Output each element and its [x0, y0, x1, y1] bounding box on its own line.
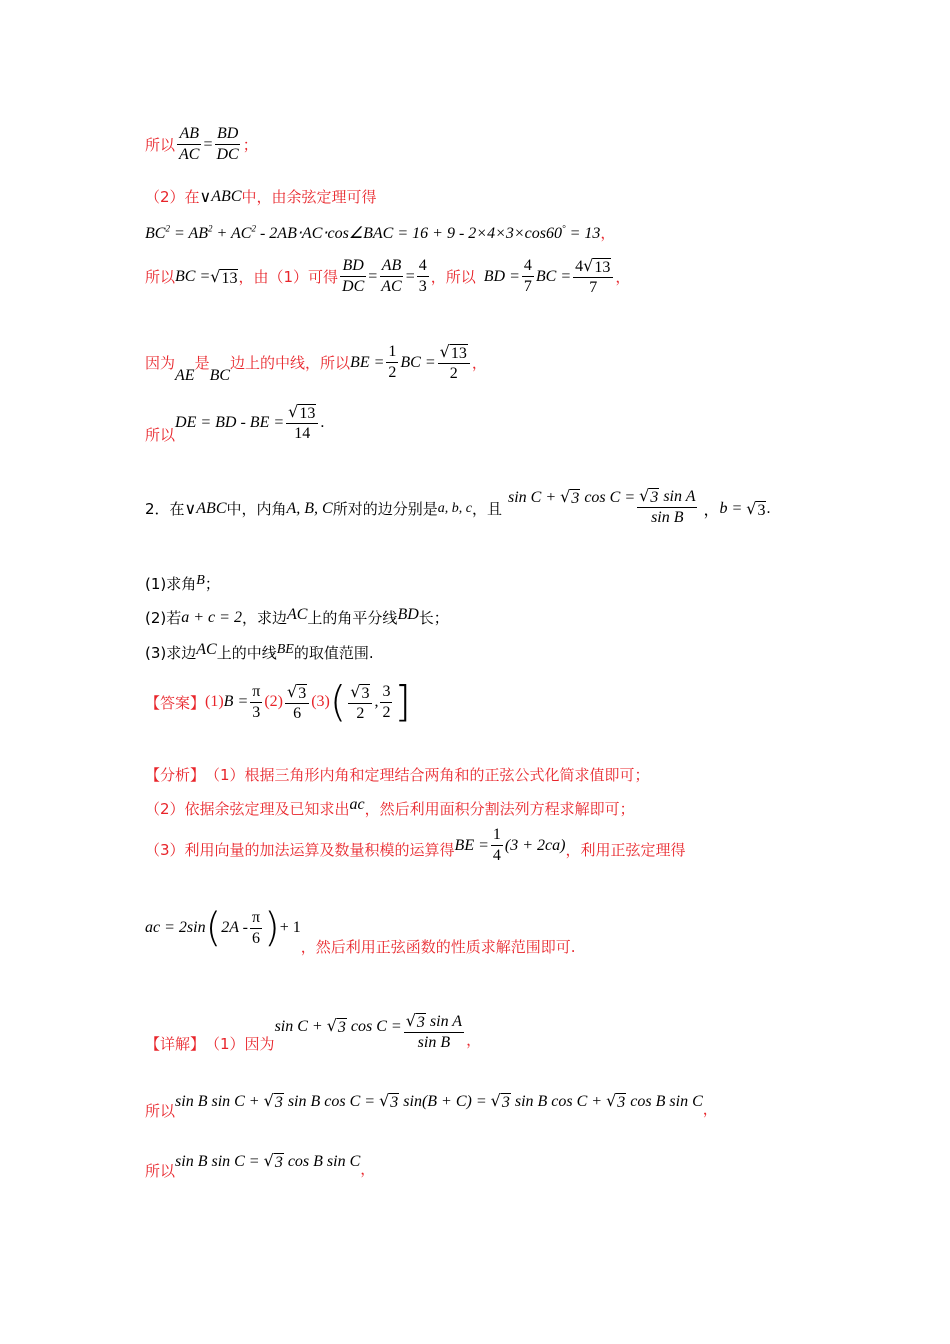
question-item-3: (3)求边 AC 上的中线 BE 的取值范围. [145, 640, 374, 662]
solution-line-3: $BC^2 = AB^2 + AC^2$ - 2AB⋅AC⋅cos∠BAC = 16 + 9 - 2×4×3×cos60° = 13 ， [145, 223, 616, 242]
cosine-law-equation: $BC^2 = AB^2 + AC^2$ - 2AB⋅AC⋅cos∠BAC = 16 + 9 - 2×4×3×cos60° = 13 [145, 223, 601, 242]
fraction-ab-ac: $\frac{AB}{AC}$ [179, 125, 200, 163]
solution-line-5: 因为 AE 是 BC 边上的中线，所以 BE = $\frac{1}{2}$ BC = √ 13 2 ， [145, 342, 487, 384]
analysis-line-2: （2）依据余弦定理及已知求出 ac ，然后利用面积分割法列方程求解即可； [145, 795, 635, 818]
solution-line-1: 所以 $\frac{AB}{AC}$ = $\frac{BD}{DC}$ ； [145, 125, 258, 163]
solution-line-2: （2）在 ∨ ABC 中，由余弦定理可得 [145, 187, 377, 206]
solution-line-6: 所以 DE = BD - BE = √ 13 14 . [145, 402, 325, 444]
sqrt-13: √ 13 [210, 266, 238, 287]
fraction-bd-dc: $\frac{BD}{DC}$ [216, 125, 239, 163]
question-2-stem: 2．在 ∨ ABC 中，内角 A, B, C 所对的边分别是 a, b, c ，且 sin C + √ 3 cos C = √ 3 sin A sin B ， b = √ 3 . [145, 486, 771, 526]
analysis-line-3: （3）利用向量的加法运算及数量积模的运算得 BE = $\frac{1}{4}$ (3 + 2ca) ，利用正弦定理得 [145, 826, 686, 864]
question-item-1: (1)求角 B ； [145, 572, 220, 593]
detail-line-3: 所以 sin B sin C = √ 3 cos B sin C ， [145, 1150, 376, 1180]
answer-line: 【答案】 (1) B = $\frac{\pi}{3}$ (2) √ 3 6 (3) ( √ 3 2 , $\frac{3}{2}$ ] [145, 677, 411, 726]
solution-line-4: 所以 BC = √ 13 ，由（1）可得 $\frac{BD}{DC}$ = $\frac{AB}{AC}$ = $\frac{4}{3}$ ，所以 BD = $\frac{4}{7}$ BC = 4 √ 13 7 ， [145, 256, 631, 296]
detail-line-1: 【详解】 （1）因为 sin C + √ 3 cos C = √ 3 sin A sin B ， [145, 1011, 482, 1053]
text-prefix: 所以 [145, 136, 176, 154]
analysis-line-1: 【分析】 （1）根据三角形内角和定理结合两角和的正弦公式化简求值即可； [145, 766, 650, 784]
analysis-line-4: ac = 2sin ( 2A - $\frac{\pi}{6}$ ) + 1 ，然后利用正弦函数的性质求解范围即可. [145, 905, 576, 956]
detail-line-2: 所以 sin B sin C + √ 3 sin B cos C = √ 3 sin(B + C) = √ 3 sin B cos C + √ 3 cos B sin C ， [145, 1090, 718, 1120]
text-suffix: ； [242, 136, 258, 154]
question-item-2: (2)若 a + c = 2 ，求边 AC 上的角平分线 BD 长； [145, 605, 449, 627]
